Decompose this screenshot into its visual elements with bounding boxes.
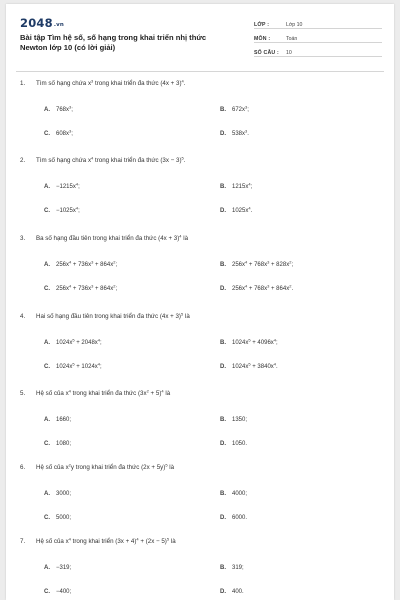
option-text: $768x^3$; xyxy=(56,104,73,113)
option-text: $256x^4 + 768x^3 + 864x^2$. xyxy=(232,283,294,292)
meta-label: LỚP : xyxy=(254,22,270,28)
question-number: 1. xyxy=(20,80,26,87)
answer-option-b[interactable] xyxy=(220,259,294,268)
question-text: Tìm số hạng chứa $x^4$ trong khai triển đa thức $(3x - 3)^5$. xyxy=(36,155,186,164)
question-text: Hai số hạng đầu tiên trong khai triển đa thức $(4x + 3)^5$ là xyxy=(36,311,190,320)
meta-value: Lớp 10 xyxy=(286,22,303,28)
document-title: Bài tập Tìm hệ số, số hạng trong khai triển nhị thức Newton lớp 10 (có lời giải) xyxy=(20,33,207,52)
option-text: $256x^4 + 768x^3 + 828x^2$; xyxy=(232,259,294,268)
option-letter: B. xyxy=(220,107,226,113)
question-stem xyxy=(20,157,380,167)
option-letter: C. xyxy=(44,515,50,521)
option-text: 400. xyxy=(232,589,244,595)
option-text: $256x^4 + 736x^3 + 864x^2$; xyxy=(56,283,118,292)
question-number: 5. xyxy=(20,390,26,397)
question-text: Hệ số của $x^4$ trong khai triển đa thức $(3x^2 + 5)^4$ là xyxy=(36,388,171,397)
option-letter: B. xyxy=(220,491,226,497)
meta-row-class xyxy=(254,17,382,29)
option-text: $-1025x^4$; xyxy=(56,205,80,214)
option-letter: C. xyxy=(44,441,50,447)
question-number: 4. xyxy=(20,313,26,320)
question-3 xyxy=(20,233,380,292)
question-stem xyxy=(20,538,380,548)
answer-option-d[interactable] xyxy=(220,205,253,214)
answer-option-d[interactable] xyxy=(220,589,244,595)
answer-option-a[interactable] xyxy=(44,104,73,113)
answer-option-a[interactable] xyxy=(44,417,71,423)
option-text: $-1215x^4$; xyxy=(56,181,80,190)
option-letter: D. xyxy=(220,441,226,447)
option-letter: B. xyxy=(220,262,226,268)
answer-option-c[interactable] xyxy=(44,515,71,521)
answer-option-d[interactable] xyxy=(220,128,249,137)
answer-option-a[interactable] xyxy=(44,337,102,346)
meta-row-question-count xyxy=(254,45,382,57)
answer-option-b[interactable] xyxy=(220,417,247,423)
option-text: 319; xyxy=(232,565,244,571)
option-text: $538x^3$. xyxy=(232,128,249,137)
answer-option-d[interactable] xyxy=(220,441,247,447)
option-letter: A. xyxy=(44,565,50,571)
option-letter: D. xyxy=(220,589,226,595)
meta-value: Toán xyxy=(286,36,298,42)
answer-option-a[interactable] xyxy=(44,259,118,268)
option-letter: B. xyxy=(220,184,226,190)
option-letter: D. xyxy=(220,364,226,370)
meta-info-box xyxy=(254,17,382,59)
option-text: $256x^4 + 736x^3 + 864x^2$; xyxy=(56,259,118,268)
question-number: 3. xyxy=(20,235,26,242)
option-text: $1024x^5 + 1024x^4$; xyxy=(56,361,102,370)
option-letter: D. xyxy=(220,515,226,521)
answer-option-d[interactable] xyxy=(220,283,294,292)
option-letter: B. xyxy=(220,340,226,346)
answer-option-c[interactable] xyxy=(44,361,102,370)
option-letter: C. xyxy=(44,589,50,595)
option-text: $608x^3$; xyxy=(56,128,73,137)
answer-option-a[interactable] xyxy=(44,565,71,571)
option-letter: A. xyxy=(44,184,50,190)
option-letter: D. xyxy=(220,286,226,292)
question-text: Tìm số hạng chứa $x^3$ trong khai triển đa thức $(4x + 3)^4$. xyxy=(36,78,186,87)
option-text: −400; xyxy=(56,589,72,595)
question-stem xyxy=(20,235,380,245)
worksheet-page xyxy=(6,4,394,600)
answer-option-b[interactable] xyxy=(220,337,278,346)
option-text: $1024x^5 + 4096x^4$; xyxy=(232,337,278,346)
question-stem xyxy=(20,80,380,90)
answer-option-c[interactable] xyxy=(44,283,118,292)
option-letter: A. xyxy=(44,262,50,268)
answer-option-d[interactable] xyxy=(220,361,278,370)
answer-option-c[interactable] xyxy=(44,128,73,137)
answer-option-a[interactable] xyxy=(44,491,71,497)
answer-option-d[interactable] xyxy=(220,515,247,521)
question-2 xyxy=(20,155,380,214)
question-7 xyxy=(20,536,380,595)
question-5 xyxy=(20,388,380,447)
option-letter: A. xyxy=(44,107,50,113)
option-text: $1215x^4$; xyxy=(232,181,253,190)
option-text: 1050. xyxy=(232,441,248,447)
option-text: 1080; xyxy=(56,441,72,447)
option-letter: D. xyxy=(220,131,226,137)
option-letter: A. xyxy=(44,417,50,423)
meta-row-subject xyxy=(254,31,382,43)
option-letter: C. xyxy=(44,286,50,292)
question-stem xyxy=(20,464,380,474)
meta-label: MÔN : xyxy=(254,36,271,42)
question-stem xyxy=(20,390,380,400)
meta-value: 10 xyxy=(286,50,292,56)
site-logo[interactable]: 2048.vn xyxy=(20,16,65,30)
question-6 xyxy=(20,462,380,521)
answer-option-b[interactable] xyxy=(220,181,253,190)
question-number: 2. xyxy=(20,157,26,164)
answer-option-c[interactable] xyxy=(44,441,71,447)
option-text: 4000; xyxy=(232,491,248,497)
option-letter: D. xyxy=(220,208,226,214)
option-text: 1660; xyxy=(56,417,72,423)
answer-option-b[interactable] xyxy=(220,565,244,571)
option-letter: C. xyxy=(44,364,50,370)
option-letter: A. xyxy=(44,340,50,346)
option-text: $1025x^4$. xyxy=(232,205,253,214)
header-divider xyxy=(16,71,384,72)
option-text: 3000; xyxy=(56,491,72,497)
option-text: $1024x^5 + 2048x^4$; xyxy=(56,337,102,346)
question-1 xyxy=(20,78,380,137)
option-letter: C. xyxy=(44,131,50,137)
option-text: 6000. xyxy=(232,515,248,521)
answer-option-b[interactable] xyxy=(220,491,247,497)
option-text: 1350; xyxy=(232,417,248,423)
answer-option-c[interactable] xyxy=(44,589,71,595)
question-text: Hệ số của $x^2y$ trong khai triển đa thức $(2x + 5y)^5$ là xyxy=(36,462,175,471)
question-stem xyxy=(20,313,380,323)
answer-option-a[interactable] xyxy=(44,181,80,190)
meta-label: SỐ CÂU : xyxy=(254,50,279,56)
question-number: 7. xyxy=(20,538,26,545)
question-number: 6. xyxy=(20,464,26,471)
option-text: −319; xyxy=(56,565,72,571)
option-letter: B. xyxy=(220,565,226,571)
question-text: Hệ số của $x^4$ trong khai triển $(3x + 4)^4 + (2x - 5)^5$ là xyxy=(36,536,176,545)
option-text: 5000; xyxy=(56,515,72,521)
option-letter: B. xyxy=(220,417,226,423)
option-text: $1024x^5 + 3840x^4$. xyxy=(232,361,278,370)
option-letter: C. xyxy=(44,208,50,214)
option-text: $672x^3$; xyxy=(232,104,249,113)
question-4 xyxy=(20,311,380,370)
answer-option-c[interactable] xyxy=(44,205,80,214)
answer-option-b[interactable] xyxy=(220,104,249,113)
question-text: Ba số hạng đầu tiên trong khai triển đa thức $(4x + 3)^4$ là xyxy=(36,233,189,242)
option-letter: A. xyxy=(44,491,50,497)
